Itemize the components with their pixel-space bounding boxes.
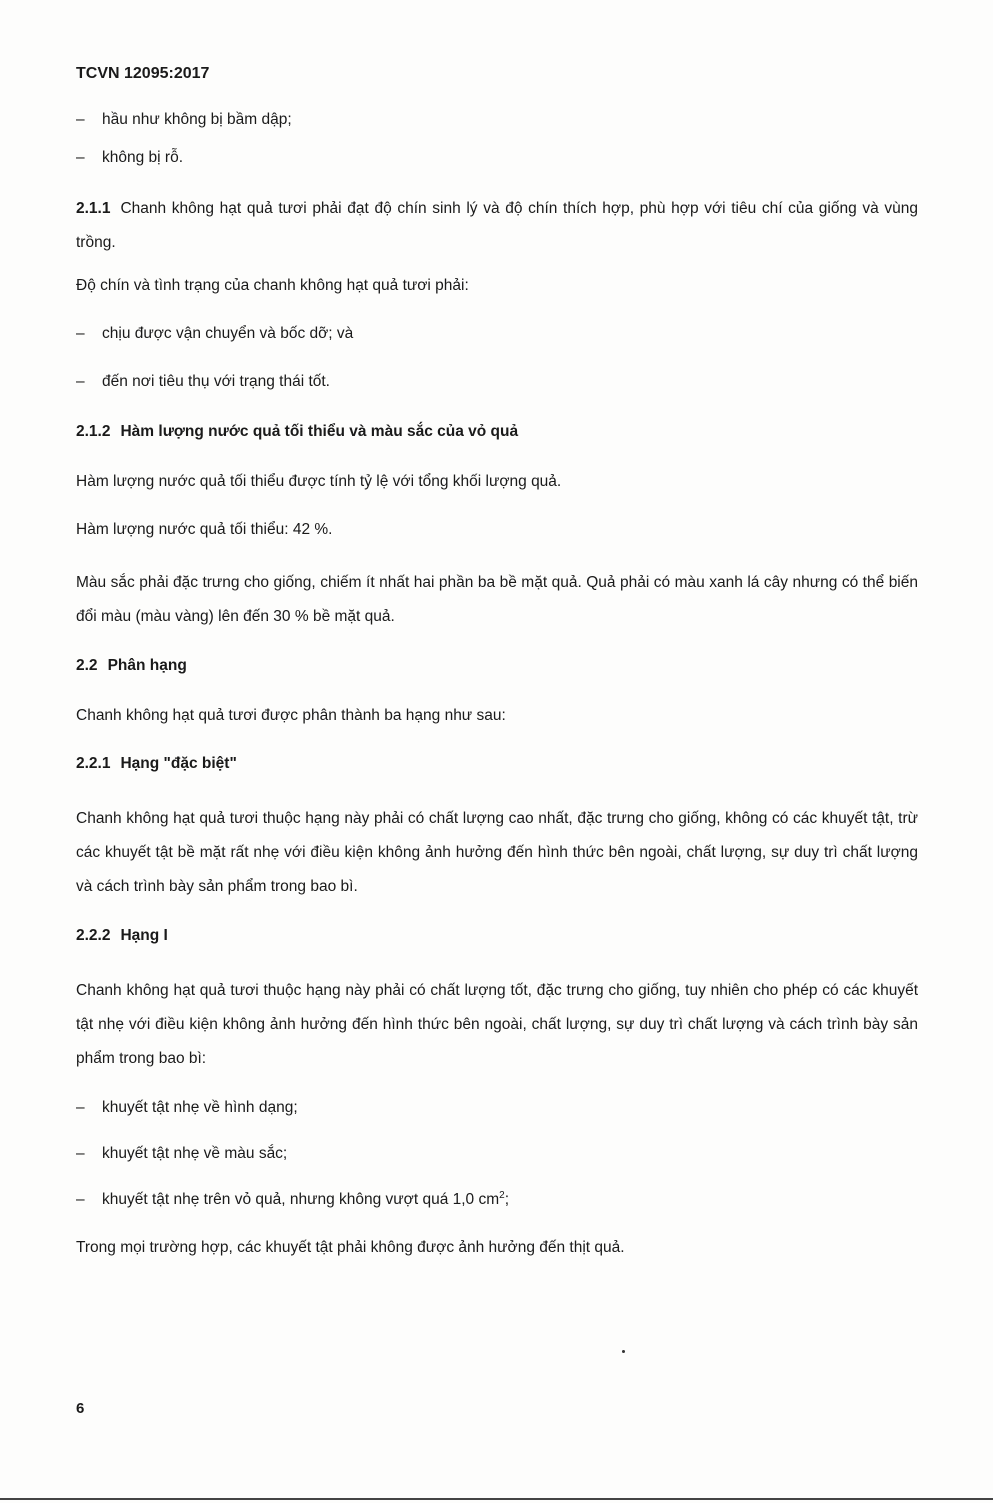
section-2-2-2-heading xyxy=(76,924,918,948)
page-number: 6 xyxy=(76,1400,85,1417)
list-item-text xyxy=(102,1188,509,1212)
section-2-2-heading xyxy=(76,654,918,678)
section-number: 2.2.1 xyxy=(76,755,111,772)
paragraph: Chanh không hạt quả tươi thuộc hạng này phải có chất lượng tốt, đặc trưng cho giống, tuy nhiên cho phép có các khuyết tật nhẹ với điều kiện không ảnh hưởng đến hình thức bên ngoài, chất lượng, sự duy trì chất lượng và cách trình bày sản phẩm trong bao bì: xyxy=(76,982,918,1067)
paragraph: Chanh không hạt quả tươi thuộc hạng này phải có chất lượng cao nhất, đặc trưng cho giống, không có các khuyết tật, trừ các khuyết tật bề mặt rất nhẹ với điều kiện không ảnh hưởng đến hình thức bên ngoài, chất lượng, sự duy trì chất lượng và cách trình bày sản phẩm trong bao bì. xyxy=(76,810,918,895)
dash-bullet: – xyxy=(76,325,85,342)
dash-bullet: – xyxy=(76,1145,85,1162)
section-2-1-1-paragraph xyxy=(76,192,918,260)
list-item-text: khuyết tật nhẹ về màu sắc; xyxy=(102,1145,288,1162)
list-item xyxy=(76,1142,918,1166)
scan-edge-line xyxy=(0,1498,993,1500)
section-title: Phân hạng xyxy=(107,657,187,674)
dash-bullet: – xyxy=(76,111,85,128)
paragraph: Chanh không hạt quả tươi được phân thành ba hạng như sau: xyxy=(76,707,506,724)
paragraph: Độ chín và tình trạng của chanh không hạt quả tươi phải: xyxy=(76,277,469,294)
superscript: 2 xyxy=(499,1189,505,1201)
paragraph: Màu sắc phải đặc trưng cho giống, chiếm ít nhất hai phần ba bề mặt quả. Quả phải có màu xanh lá cây nhưng có thể biến đổi màu (màu vàng) lên đến 30 % bề mặt quả. xyxy=(76,574,918,625)
paragraph: Hàm lượng nước quả tối thiểu: 42 %. xyxy=(76,521,333,538)
list-item-text: đến nơi tiêu thụ với trạng thái tốt. xyxy=(102,373,330,390)
section-number: 2.2.2 xyxy=(76,927,111,944)
section-title: Hạng I xyxy=(120,927,168,944)
list-item-text: hầu như không bị bầm dập; xyxy=(102,111,292,128)
dash-bullet: – xyxy=(76,1191,85,1208)
list-item-text-end: ; xyxy=(504,1191,510,1208)
list-item xyxy=(76,1188,918,1212)
section-text: Chanh không hạt quả tươi phải đạt độ chín sinh lý và độ chín thích hợp, phù hợp với tiêu chí của giống và vùng trồng. xyxy=(76,200,918,251)
section-number: 2.2 xyxy=(76,657,98,674)
dash-bullet: – xyxy=(76,1099,85,1116)
section-number: 2.1.1 xyxy=(76,200,111,217)
list-item-text: chịu được vận chuyển và bốc dỡ; và xyxy=(102,325,354,342)
list-item-text: khuyết tật nhẹ về hình dạng; xyxy=(102,1099,298,1116)
dash-bullet: – xyxy=(76,149,85,166)
list-item-text-main: khuyết tật nhẹ trên vỏ quả, nhưng không vượt quá 1,0 cm xyxy=(102,1191,500,1208)
list-item-text: không bị rỗ. xyxy=(102,149,183,166)
list-item xyxy=(76,146,918,170)
section-title: Hạng "đặc biệt" xyxy=(120,755,237,772)
section-title: Hàm lượng nước quả tối thiểu và màu sắc của vỏ quả xyxy=(120,423,519,440)
section-2-1-2-heading xyxy=(76,420,918,444)
list-item xyxy=(76,370,918,394)
list-item xyxy=(76,108,918,132)
document-id: TCVN 12095:2017 xyxy=(76,65,210,82)
page-content xyxy=(76,62,918,1284)
list-item xyxy=(76,322,918,346)
paragraph: Hàm lượng nước quả tối thiểu được tính tỷ lệ với tổng khối lượng quả. xyxy=(76,473,562,490)
scan-speck xyxy=(622,1350,625,1353)
dash-bullet: – xyxy=(76,373,85,390)
paragraph: Trong mọi trường hợp, các khuyết tật phải không được ảnh hưởng đến thịt quả. xyxy=(76,1239,625,1256)
section-2-2-1-heading xyxy=(76,752,918,776)
section-number: 2.1.2 xyxy=(76,423,111,440)
list-item xyxy=(76,1096,918,1120)
